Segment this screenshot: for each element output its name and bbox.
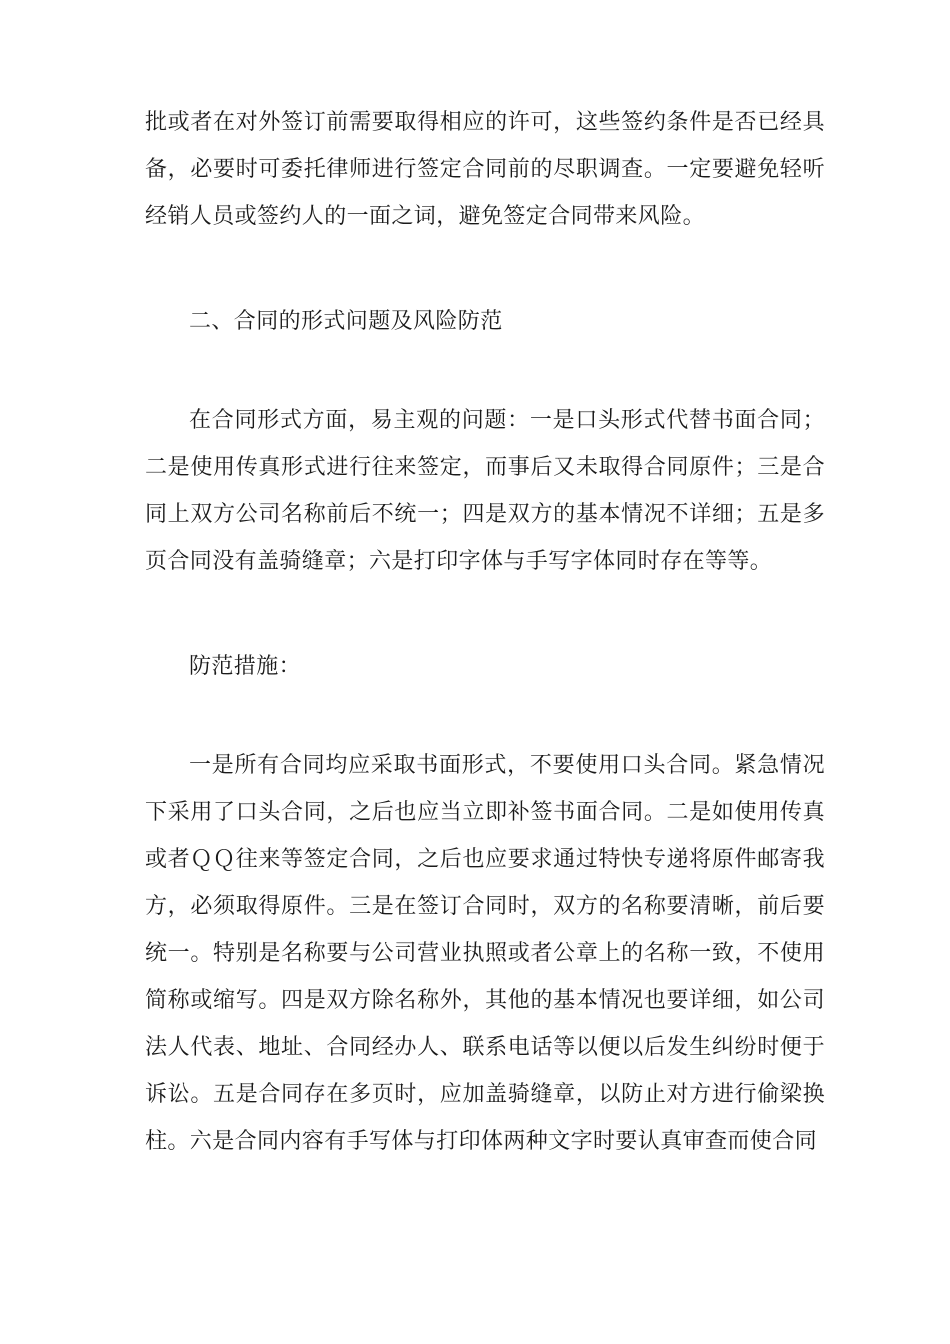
section-heading: 二、合同的形式问题及风险防范 bbox=[189, 309, 503, 334]
paragraph-measures-body: 一是所有合同均应采取书面形式，不要使用口头合同。紧急情况下采用了口头合同，之后也应当立即补签书面合同。二是如使用传真或者ＱＱ往来等签定合同，之后也应要求通过特快专递将原件邮寄我方，必须取得原件。三是在签订合同时，双方的名称要清晰，前后要统一。特别是名称要与公司营业执照或者公章上的名称一致，不使用简称或缩写。四是双方除名称外，其他的基本情况也要详细，如公司法人代表、地址、合同经办人、联系电话等以便以后发生纠纷时便于诉讼。五是合同存在多页时，应加盖骑缝章，以防止对方进行偷梁换柱。六是合同内容有手写体与打印体两种文字时要认真审查而使合同 bbox=[145, 753, 825, 1154]
paragraph-continuation: 批或者在对外签订前需要取得相应的许可，这些签约条件是否已经具备，必要时可委托律师进行签定合同前的尽职调查。一定要避免轻听经销人员或签约人的一面之词，避免签定合同带来风险。 bbox=[145, 110, 825, 229]
paragraph-form-issues: 在合同形式方面，易主观的问题：一是口头形式代替书面合同；二是使用传真形式进行往来签定，而事后又未取得合同原件；三是合同上双方公司名称前后不统一；四是双方的基本情况不详细；五是多页合同没有盖骑缝章；六是打印字体与手写字体同时存在等等。 bbox=[145, 408, 825, 574]
measures-heading: 防范措施： bbox=[189, 654, 302, 679]
